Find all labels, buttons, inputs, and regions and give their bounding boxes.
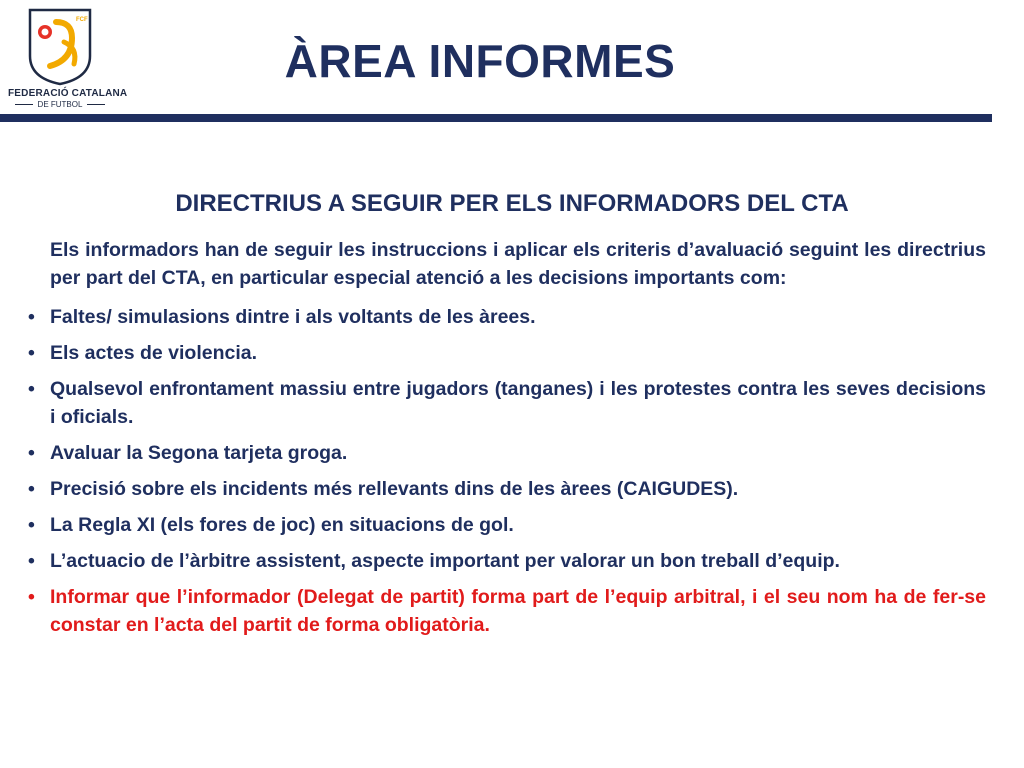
fcf-badge-text: FCF <box>76 17 88 23</box>
section-subtitle: DIRECTRIUS A SEGUIR PER ELS INFORMADORS DEL CTA <box>175 190 849 217</box>
guideline-list <box>50 303 986 639</box>
guideline-item: • L’actuacio de l’àrbitre assistent, aspecte important per valorar un bon treball d’equip. <box>50 547 986 575</box>
guideline-item: • Precisió sobre els incidents més rellevants dins de les àrees (CAIGUDES). <box>50 475 986 503</box>
logo-federation-sub: DE FUTBOL <box>8 100 112 109</box>
logo-federation-name: FEDERACIÓ CATALANA <box>8 88 128 99</box>
fcf-logo <box>8 8 128 109</box>
guideline-item-highlight: • Informar que l’informador (Delegat de partit) forma part de l’equip arbitral, i el seu nom ha de fer-se constar en l’acta del partit de forma obligatòria. <box>50 583 986 639</box>
guideline-item: • La Regla XI (els fores de joc) en situacions de gol. <box>50 511 986 539</box>
slide-content <box>50 236 986 647</box>
guideline-item: • Avaluar la Segona tarjeta groga. <box>50 439 986 467</box>
page-title: ÀREA INFORMES <box>284 35 676 87</box>
guideline-item: • Qualsevol enfrontament massiu entre jugadors (tanganes) i les protestes contra les seves decisions i oficials. <box>50 375 986 431</box>
intro-paragraph: Els informadors han de seguir les instruccions i aplicar els criteris d’avaluació seguint les directrius per part del CTA, en particular especial atenció a les decisions importants com: <box>50 239 986 289</box>
guideline-item: • Els actes de violencia. <box>50 339 986 367</box>
title-divider <box>0 114 992 122</box>
guideline-item: • Faltes/ simulasions dintre i als voltants de les àrees. <box>50 303 986 331</box>
fcf-shield-icon <box>28 8 92 86</box>
